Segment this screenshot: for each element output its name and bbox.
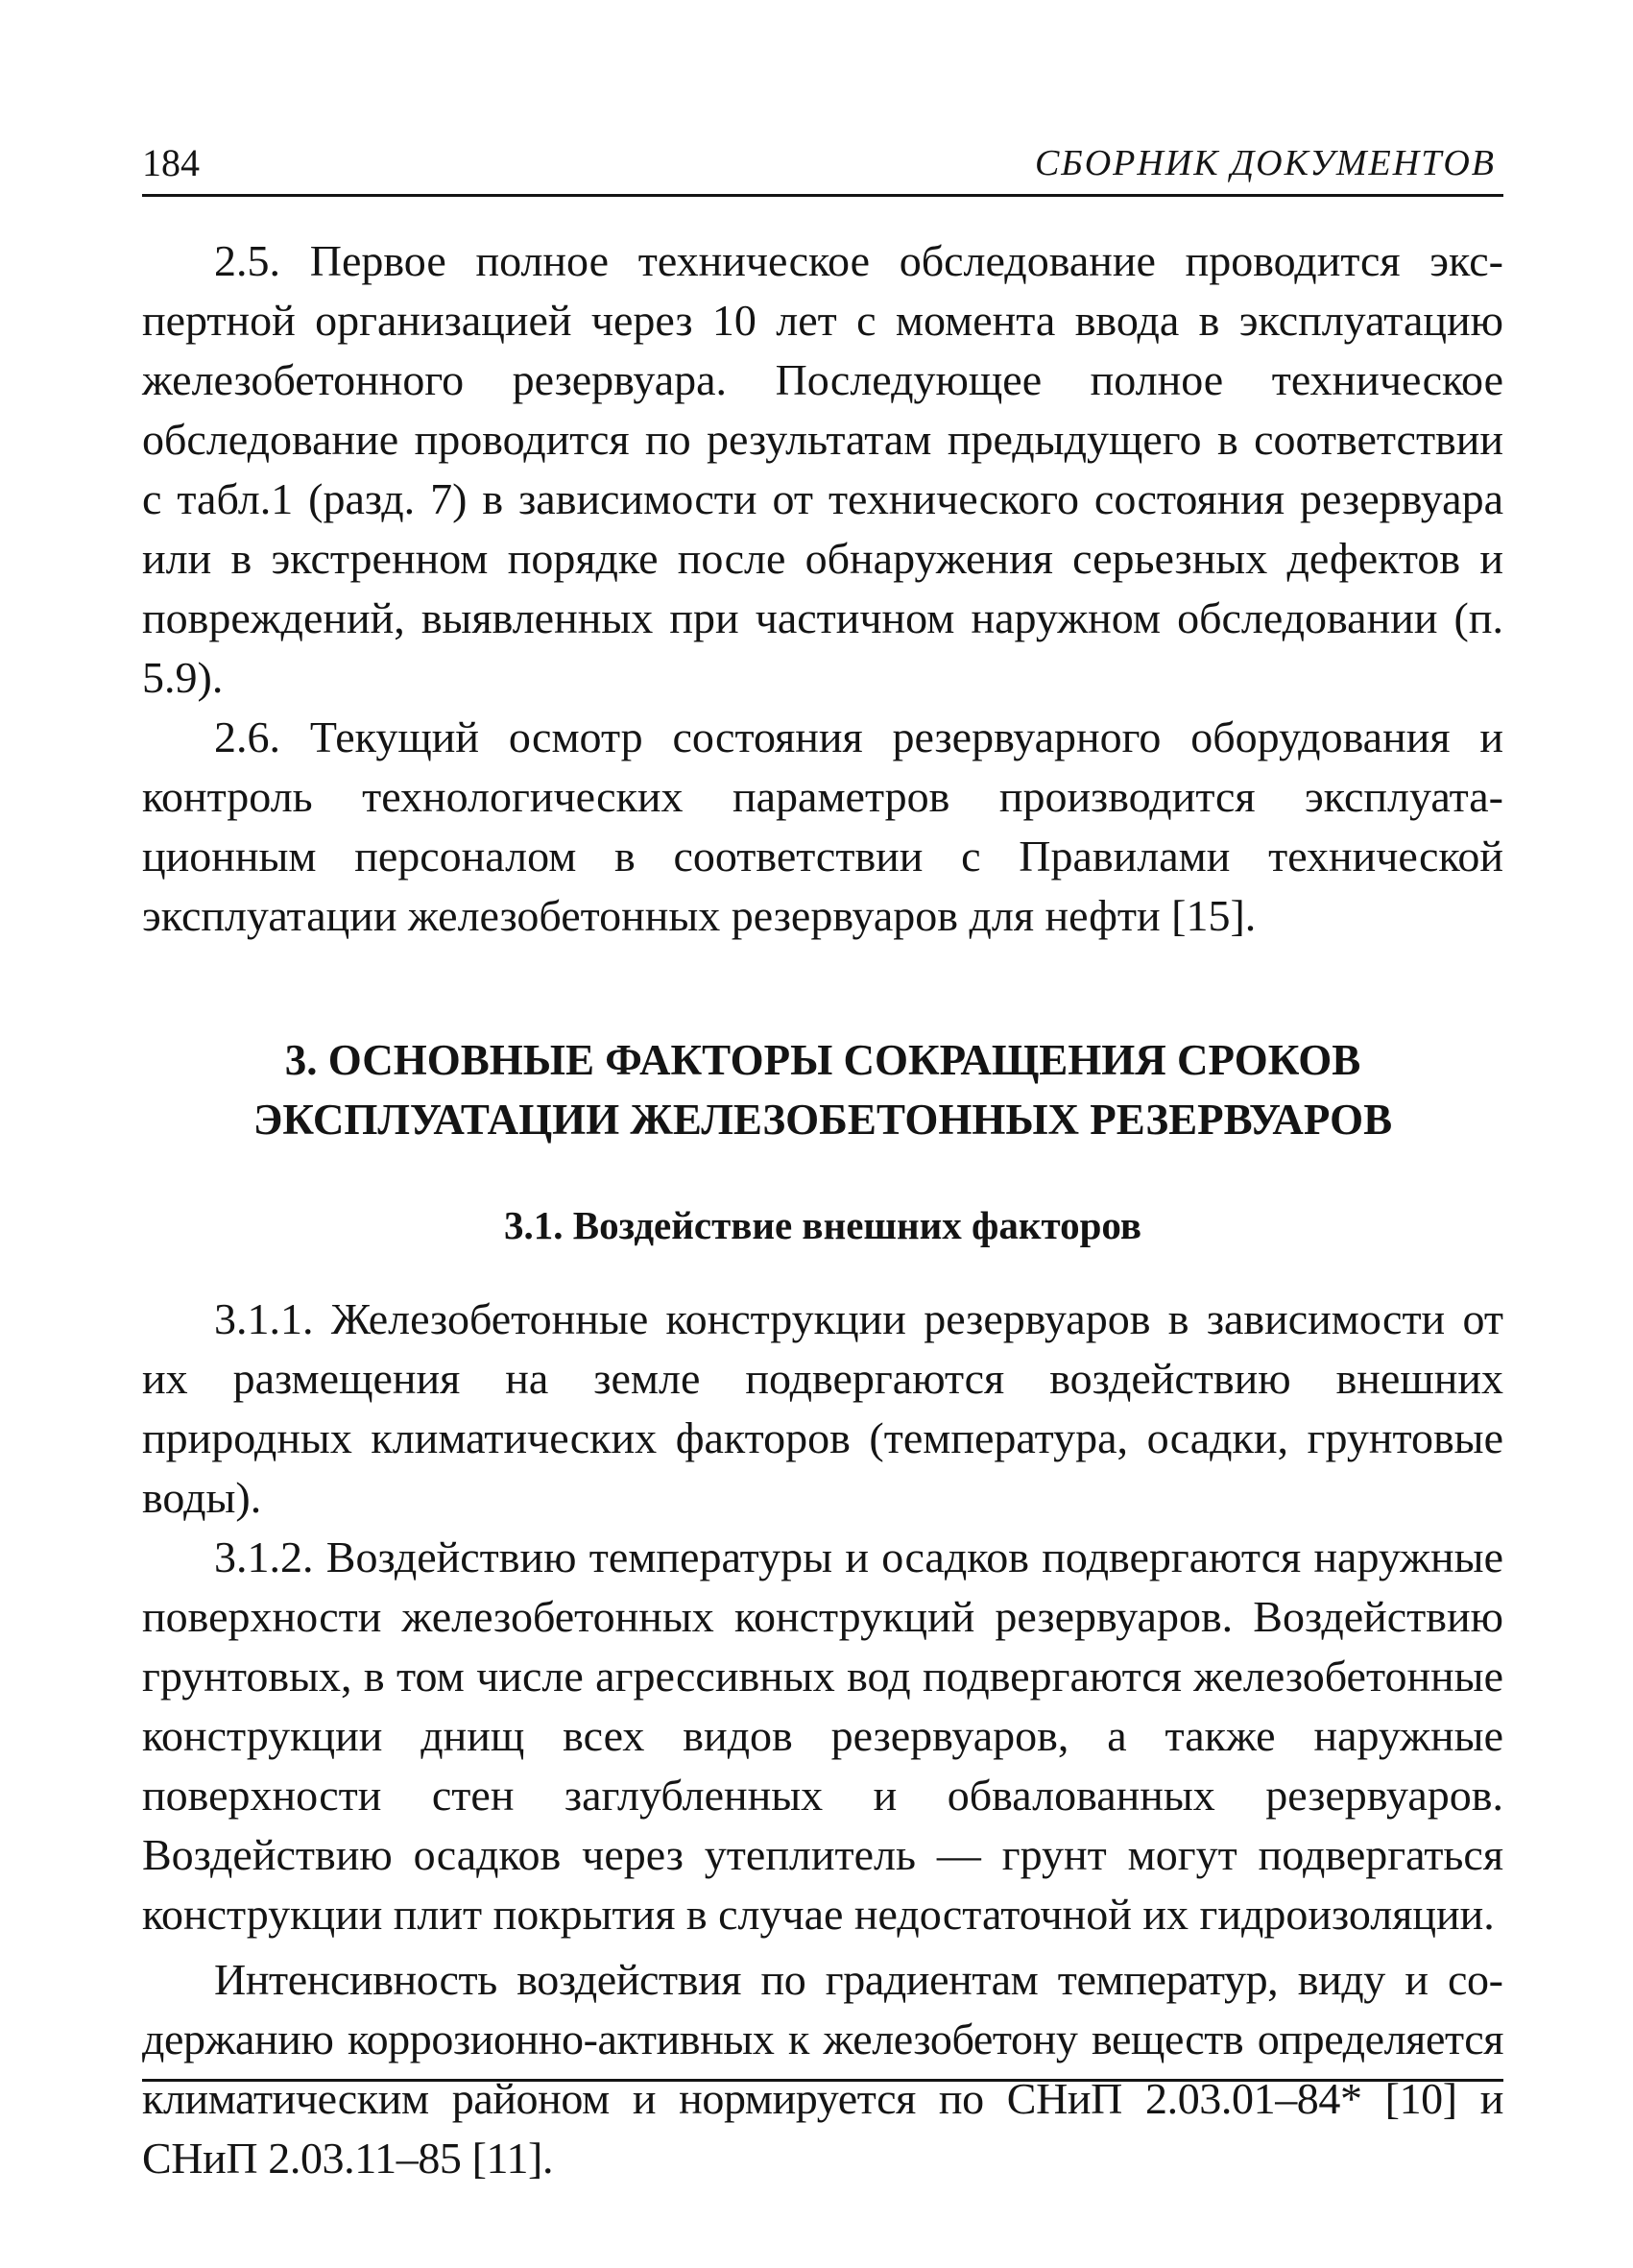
paragraph-2-6: 2.6. Текущий осмотр состояния резервуарного оборудования и контроль технологических параметров производится эксплуатационным персоналом в соответствии с Правилами технической эксплуатации железобетонных резервуаров для нефти [15]. (142, 712, 1503, 940)
footer-rule (142, 2079, 1503, 2082)
section-heading (142, 1030, 1503, 1149)
paragraph-intensity: Интенсивность воздействия по градиентам температур, виду и содержанию коррозионно-активных к железобетону веществ определяется климатическим районом и нормируется по СНиП 2.03.01–84* [10] и СНиП 2.03.11–85 [11]. (142, 1955, 1503, 2183)
header-title: СБОРНИК ДОКУМЕНТОВ (1034, 143, 1496, 183)
document-page (142, 134, 1503, 2183)
section-heading-line-2: ЭКСПЛУАТАЦИИ ЖЕЛЕЗОБЕТОННЫХ РЕЗЕРВУАРОВ (252, 1096, 1393, 1144)
page-number: 184 (142, 141, 200, 184)
paragraph-3-1-1: 3.1.1. Железобетонные конструкции резервуаров в зависимости от их размещения на земле подвергаются воздействию внешних природных климатических факторов (температура, осадки, грунтовые воды). (142, 1294, 1503, 1522)
paragraph-3-1-2: 3.1.2. Воздействию температуры и осадков подвергаются наружные поверхности железобетонных конструкций резервуаров. Воздействию грунтовых, в том числе агрессивных вод подвергаются железобетонные конструкции днищ всех видов резервуаров, а также наружные поверхности стен заглубленных и обвалованных резервуаров. Воздействию осадков через утеплитель — грунт могут подвергаться конструкции плит покрытия в случае недостаточной их гидроизоляции. (142, 1532, 1503, 1939)
section-heading-line-1: 3. ОСНОВНЫЕ ФАКТОРЫ СОКРАЩЕНИЯ СРОКОВ (284, 1036, 1361, 1084)
subsection-heading: 3.1. Воздействие внешних факторов (503, 1203, 1142, 1247)
paragraph-2-5: 2.5. Первое полное техническое обследование проводится экспертной организацией через 10 лет с момента ввода в эксплуатацию железобетонного резервуара. Последующее полное техническое обследование проводится по результатам предыдущего в соответствии с табл.1 (разд. 7) в зависимости от технического состояния резервуара или в экстренном порядке после обнаружения серьезных дефектов и повреждений, выявленных при частичном наружном обследовании (п. 5.9). (142, 236, 1503, 702)
running-header (142, 134, 1503, 197)
